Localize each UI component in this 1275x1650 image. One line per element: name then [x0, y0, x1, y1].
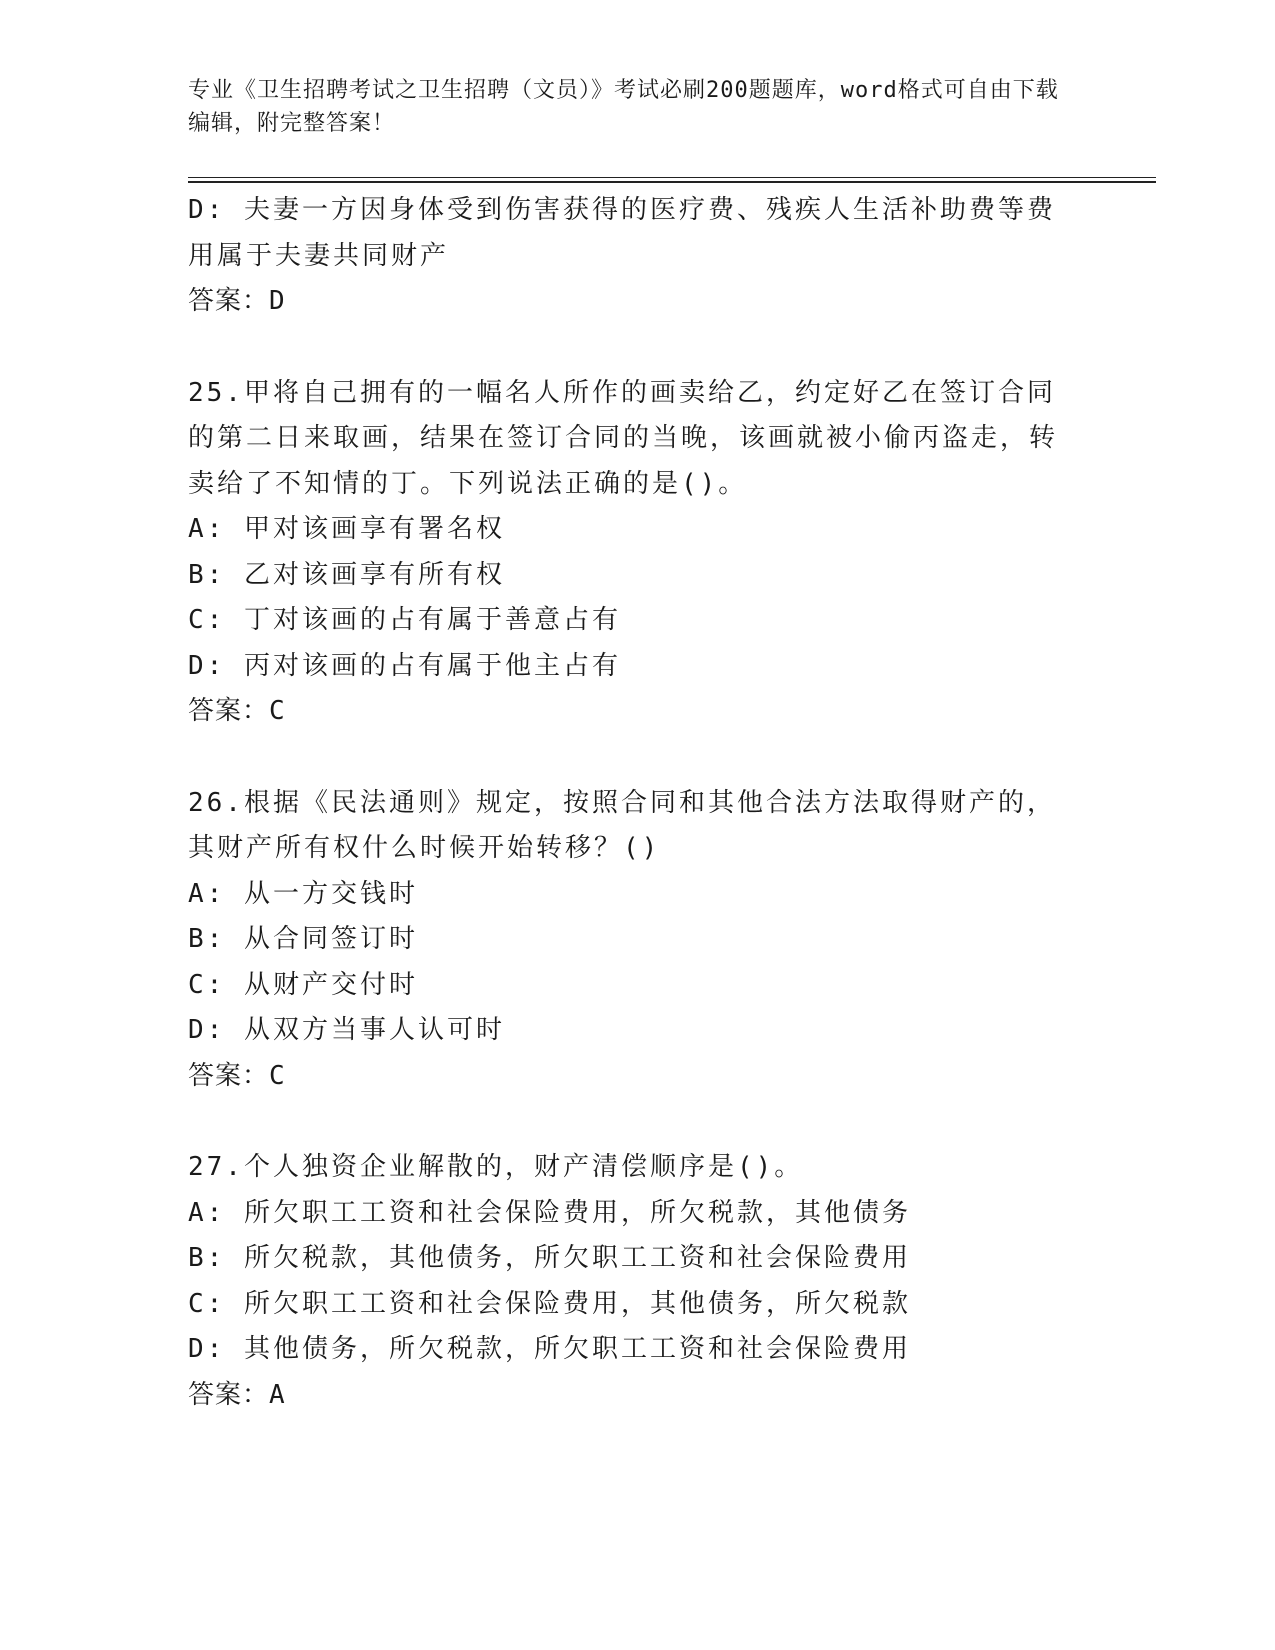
answer-value: A	[269, 1379, 286, 1410]
answer-value: C	[269, 1060, 286, 1091]
question-27-option-a: A: 所欠职工工资和社会保险费用，所欠税款，其他债务	[188, 1197, 911, 1228]
answer-value: D	[269, 286, 286, 316]
answer-label: 答案：	[188, 286, 270, 316]
option-d-continued: D: 夫妻一方因身体受到伤害获得的医疗费、残疾人生活补助费等费用属于夫妻共同财产	[188, 195, 1056, 271]
question-content	[188, 188, 1088, 1418]
question-26-answer	[188, 1054, 1088, 1100]
question-25-option-a: A: 甲对该画享有署名权	[188, 514, 505, 544]
question-26-option-b: B: 从合同签订时	[188, 924, 418, 954]
question-27-answer	[188, 1373, 1088, 1419]
question-25-option-b: B: 乙对该画享有所有权	[188, 559, 505, 590]
question-27-option-d: D: 其他债务，所欠税款，所欠职工工资和社会保险费用	[188, 1334, 911, 1364]
answer-label: 答案：	[188, 1060, 270, 1091]
question-27-text: 27.个人独资企业解散的，财产清偿顺序是()。	[188, 1152, 804, 1182]
answer-label: 答案：	[188, 696, 270, 726]
answer-value: C	[269, 696, 286, 726]
question-25-option-d: D: 丙对该画的占有属于他主占有	[188, 650, 621, 681]
question-25-option-c: C: 丁对该画的占有属于善意占有	[188, 605, 621, 635]
question-26-option-d: D: 从双方当事人认可时	[188, 1015, 505, 1045]
header-rule-thick	[188, 181, 1156, 183]
answer-label: 答案：	[188, 1379, 270, 1410]
question-25-answer	[188, 689, 1088, 735]
question-27-option-b: B: 所欠税款，其他债务，所欠职工工资和社会保险费用	[188, 1243, 911, 1273]
header-rule-thin	[188, 177, 1156, 178]
question-25-text: 25.甲将自己拥有的一幅名人所作的画卖给乙，约定好乙在签订合同的第二日来取画，结果在签订合同的当晚，该画就被小偷丙盗走，转卖给了不知情的丁。下列说法正确的是()。	[188, 377, 1059, 499]
document-header: 专业《卫生招聘考试之卫生招聘（文员）》考试必刷200题题库，word格式可自由下载编辑，附完整答案！	[188, 78, 1059, 136]
question-27-option-c: C: 所欠职工工资和社会保险费用，其他债务，所欠税款	[188, 1288, 911, 1319]
answer-line	[188, 279, 1088, 325]
question-26-text: 26.根据《民法通则》规定，按照合同和其他合法方法取得财产的，其财产所有权什么时候开始转移？()	[188, 787, 1056, 863]
question-26-option-a: A: 从一方交钱时	[188, 878, 418, 909]
question-26-option-c: C: 从财产交付时	[188, 969, 418, 1000]
